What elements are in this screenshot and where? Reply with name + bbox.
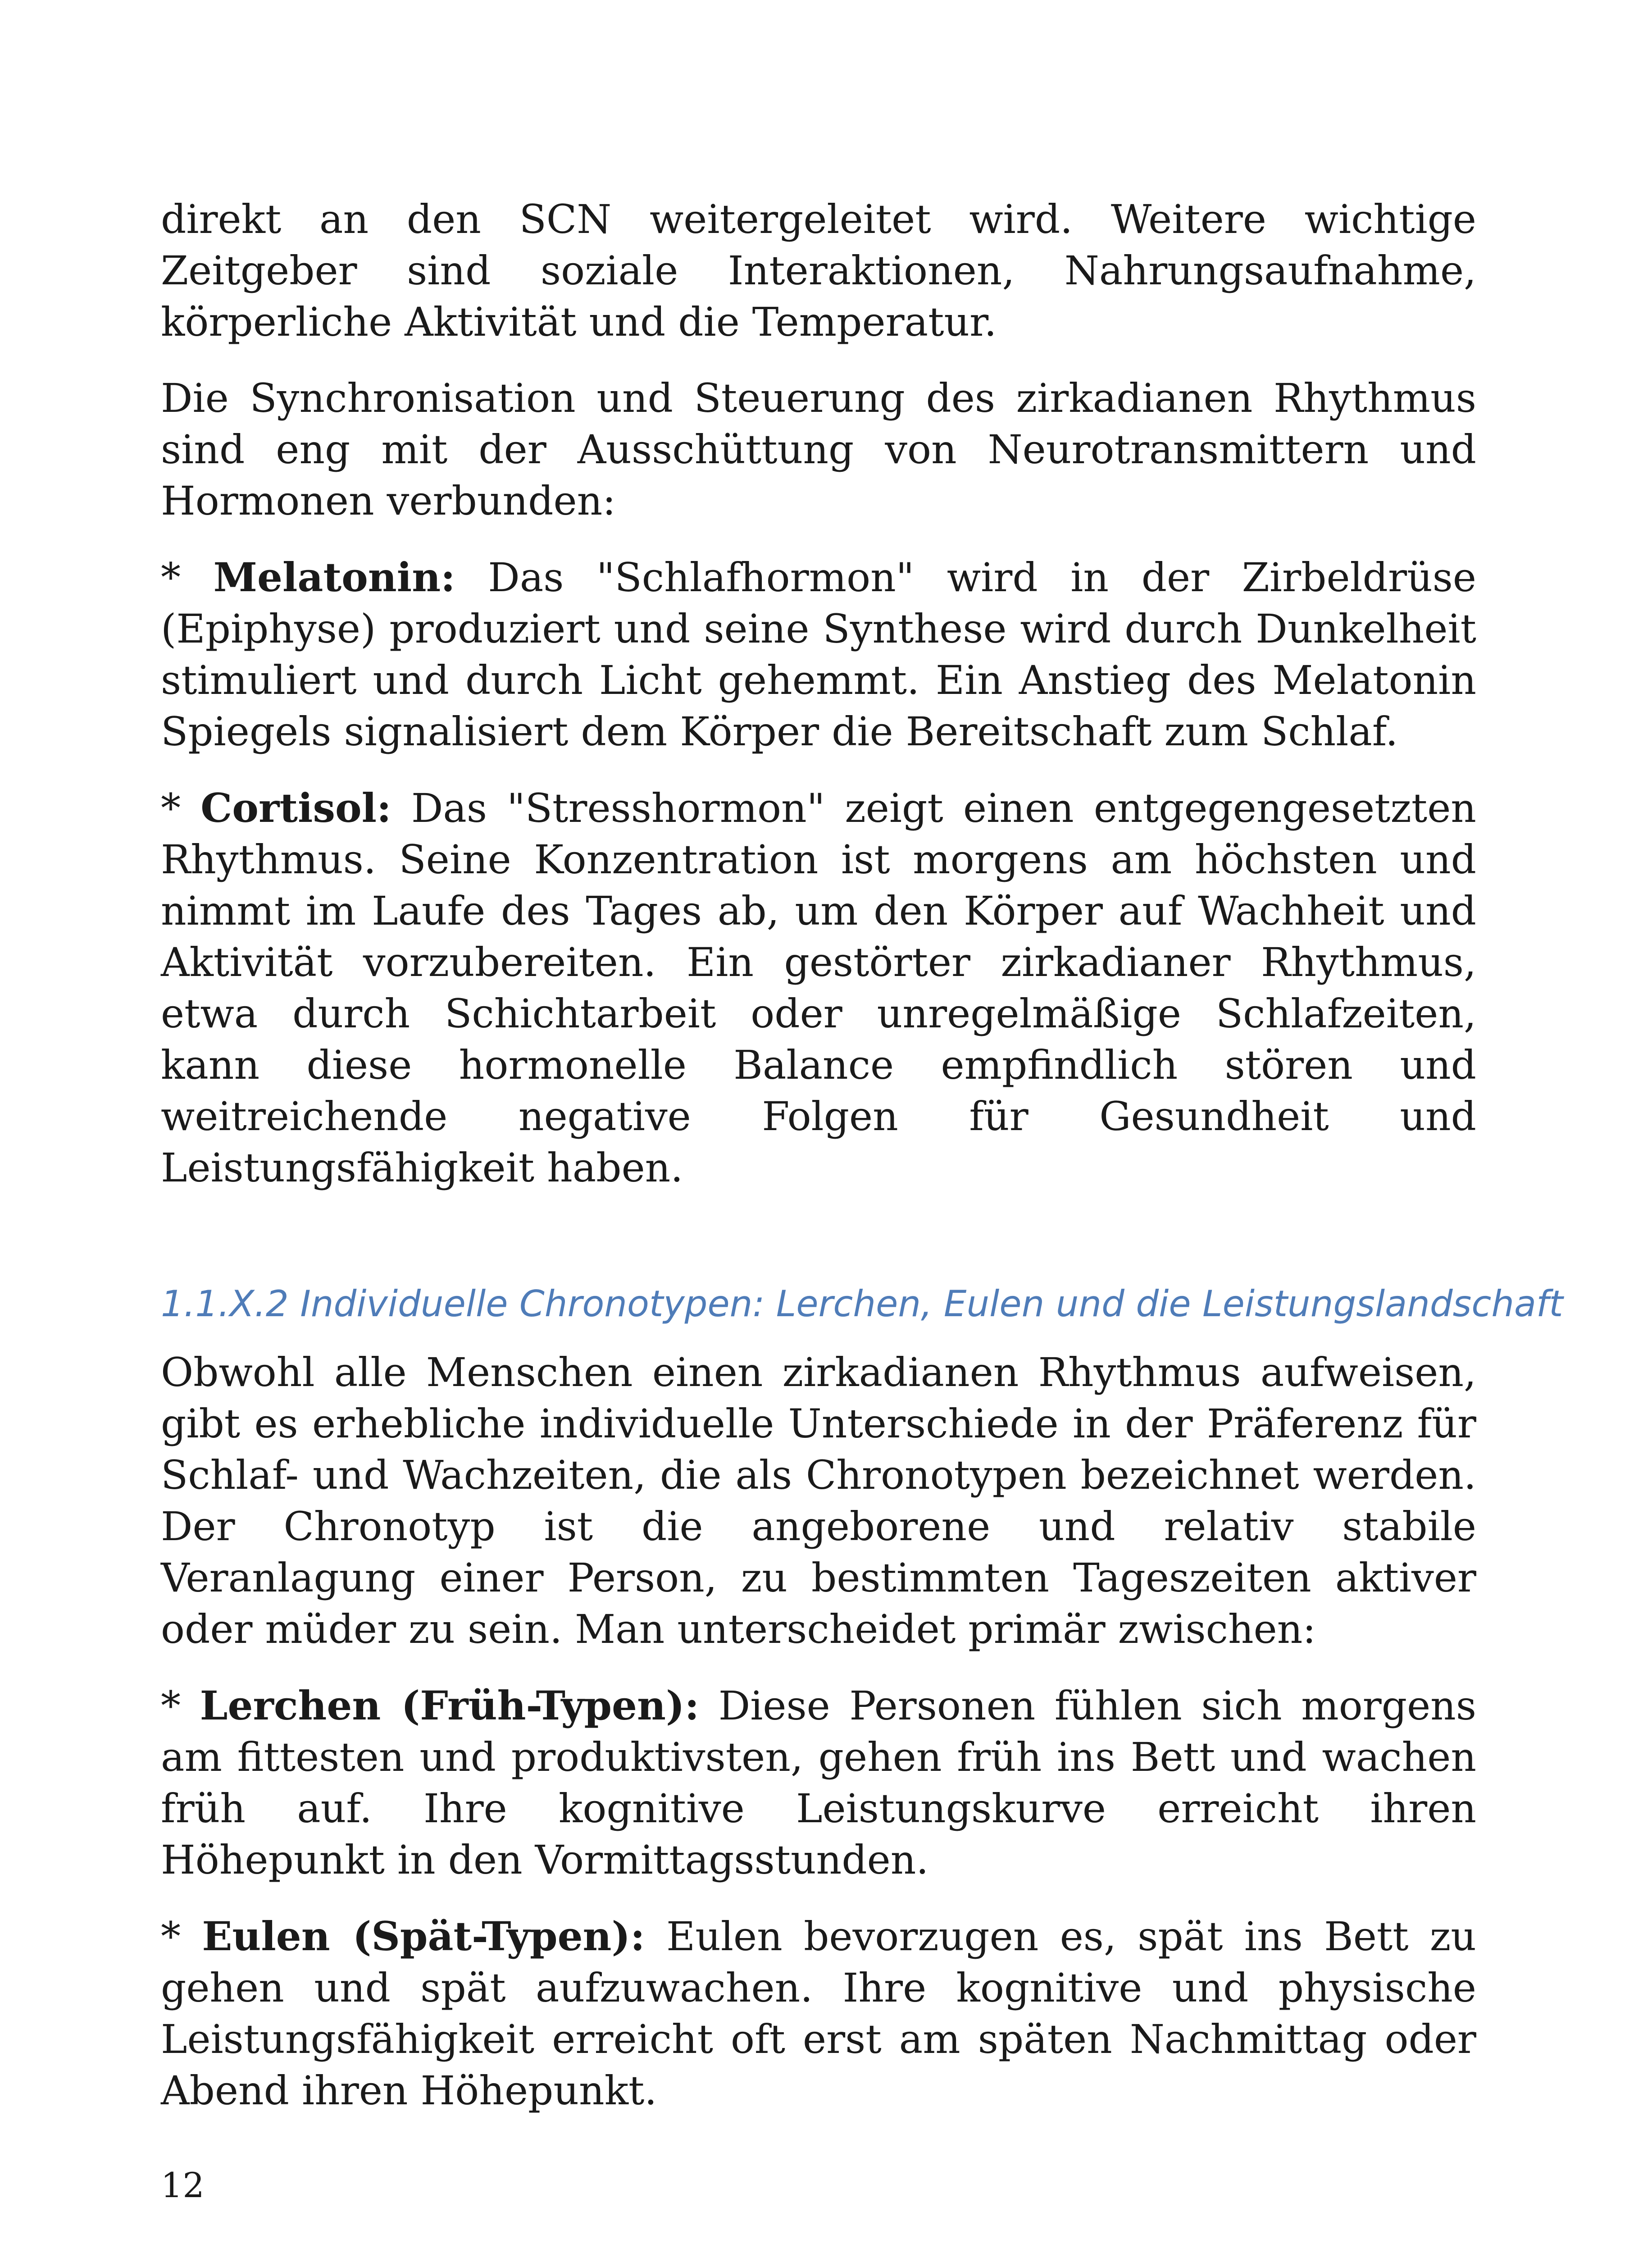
- description-eulen: Eulen bevorzugen es, spät ins Bett zu gehen und spät aufzuwachen. Ihre kognitive und physische Leistungsfähigkeit erreicht oft erst am späten Nachmittag oder Abend ihren Höhepunkt.: [161, 1913, 1476, 2114]
- section-heading: 1.1.X.2 Individuelle Chronotypen: Lerchen, Eulen und die Leistungslandschaft: [161, 1283, 1563, 1325]
- term-lerchen: Lerchen (Früh-Typen):: [200, 1682, 700, 1729]
- description-cortisol: Das "Stresshormon" zeigt einen entgegengesetzten Rhythmus. Seine Konzentration ist morgens am höchsten und nimmt im Laufe des Tages ab, um den Körper auf Wachheit und Aktivität vorzubereiten. Ein gestörter zirkadianer Rhythmus, etwa durch Schichtarbeit oder unregelmäßige Schlafzeiten, kann diese hormonelle Balance empfindlich stören und weitreichende negative Folgen für Gesundheit und Leistungsfähigkeit haben.: [161, 785, 1476, 1191]
- list-item-lerchen: [161, 1680, 1476, 1886]
- term-cortisol: Cortisol:: [200, 784, 391, 831]
- term-eulen: Eulen (Spät-Typen):: [202, 1913, 645, 1960]
- list-item-melatonin: [161, 552, 1476, 757]
- page-number: 12: [161, 2165, 205, 2205]
- description-lerchen: Diese Personen fühlen sich morgens am fittesten und produktivsten, gehen früh ins Bett und wachen früh auf. Ihre kognitive Leistungskurve erreicht ihren Höhepunkt in den Vormittagsstunden.: [161, 1683, 1476, 1883]
- bullet-marker: *: [161, 554, 214, 601]
- description-melatonin: Das "Schlafhormon" wird in der Zirbeldrüse (Epiphyse) produziert und seine Synthese wird durch Dunkelheit stimuliert und durch Licht gehemmt. Ein Anstieg des Melatonin Spiegels signalisiert dem Körper die Bereitschaft zum Schlaf.: [161, 554, 1476, 755]
- bullet-marker: *: [161, 1683, 200, 1729]
- paragraph-zeitgeber: direkt an den SCN weitergeleitet wird. Weitere wichtige Zeitgeber sind soziale Interaktionen, Nahrungsaufnahme, körperliche Aktivität und die Temperatur.: [161, 196, 1476, 345]
- list-item-cortisol: [161, 782, 1476, 1194]
- paragraph-chronotypen-intro: Obwohl alle Menschen einen zirkadianen Rhythmus aufweisen, gibt es erhebliche individuelle Unterschiede in der Präferenz für Schlaf- und Wachzeiten, die als Chronotypen bezeichnet werden. Der Chronotyp ist die angeborene und relativ stabile Veranlagung einer Person, zu bestimmten Tageszeiten aktiver oder müder zu sein. Man unterscheidet primär zwischen:: [161, 1349, 1476, 1652]
- term-melatonin: Melatonin:: [213, 554, 455, 601]
- page-content: [161, 194, 1563, 2141]
- bullet-marker: *: [161, 1913, 202, 1960]
- bullet-marker: *: [161, 785, 201, 831]
- paragraph-synchronisation: Die Synchronisation und Steuerung des zirkadianen Rhythmus sind eng mit der Ausschüttung von Neurotransmittern und Hormonen verbunden:: [161, 375, 1476, 524]
- list-item-eulen: [161, 1911, 1476, 2116]
